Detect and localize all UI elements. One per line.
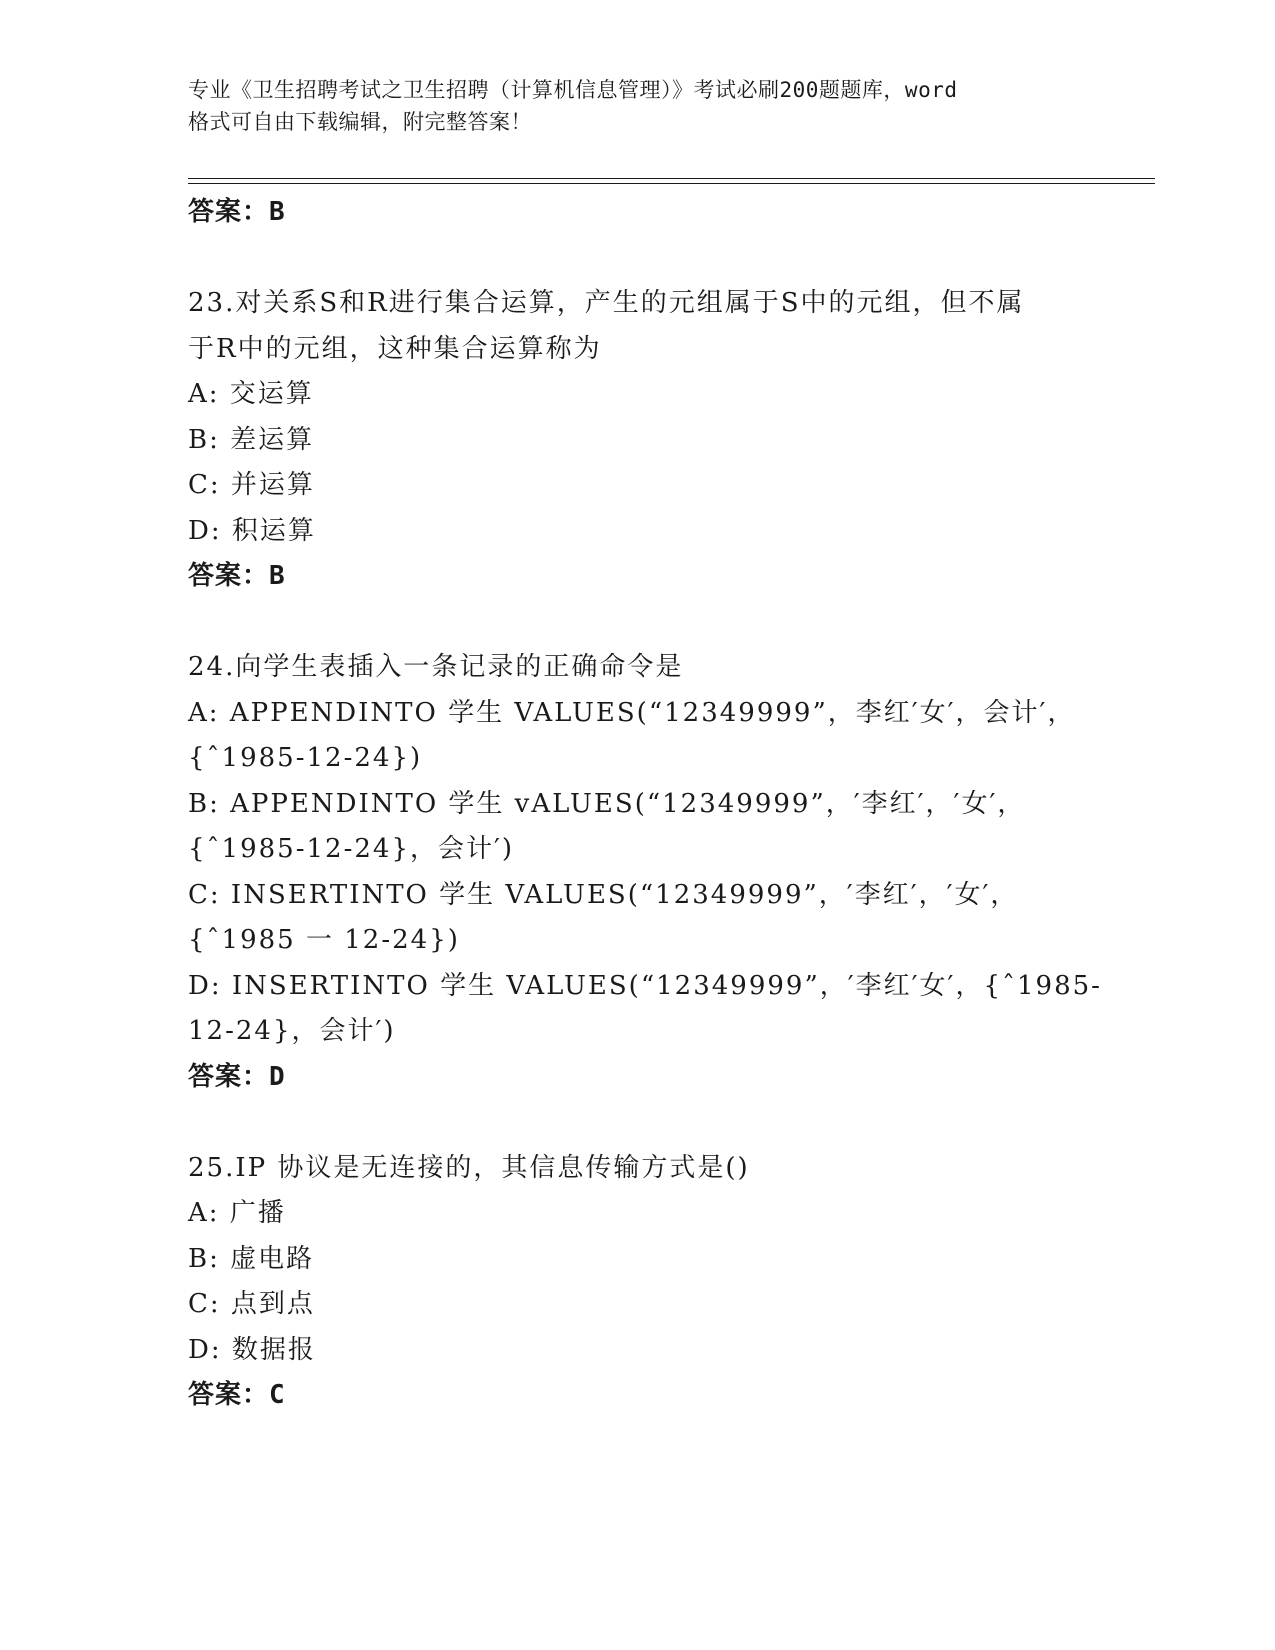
questions-body bbox=[188, 190, 1102, 1419]
question-stem-line: 24.向学生表插入一条记录的正确命令是 bbox=[188, 652, 684, 682]
option-b: B: 差运算 bbox=[188, 424, 315, 455]
answer: 答案：D bbox=[188, 1061, 286, 1092]
header-rule-top bbox=[188, 178, 1155, 179]
option-c-continued: {ˆ1985 一 12-24}) bbox=[188, 925, 460, 955]
header-line-2: 格式可自由下载编辑，附完整答案！ bbox=[188, 110, 532, 134]
option-a: A: 广播 bbox=[188, 1198, 286, 1228]
spacer bbox=[188, 236, 1088, 282]
answer: 答案：B bbox=[188, 561, 286, 591]
option-a: A: APPENDINTO 学生 VALUES(“12349999”，李红′女′，会计′， bbox=[188, 697, 1076, 728]
option-c: C: 并运算 bbox=[188, 470, 315, 500]
question-stem-line: 于R中的元组，这种集合运算称为 bbox=[188, 333, 602, 364]
option-c: C: INSERTINTO 学生 VALUES(“12349999”，′李红′，′女′， bbox=[188, 879, 1019, 910]
option-d: D: 积运算 bbox=[188, 515, 316, 546]
question-25 bbox=[188, 1146, 1088, 1419]
previous-answer: 答案：B bbox=[188, 197, 286, 227]
answer: 答案：C bbox=[188, 1380, 286, 1410]
option-b: B: 虚电路 bbox=[188, 1243, 315, 1274]
option-c: C: 点到点 bbox=[188, 1289, 315, 1319]
spacer bbox=[188, 1100, 1088, 1146]
header-rule-bottom bbox=[188, 183, 1155, 184]
spacer bbox=[188, 600, 1088, 646]
option-a-continued: {ˆ1985-12-24}) bbox=[188, 743, 423, 773]
option-b-continued: {ˆ1985-12-24}，会计′) bbox=[188, 834, 515, 864]
question-stem-line: 23.对关系S和R进行集合运算，产生的元组属于S中的元组，但不属 bbox=[188, 288, 1025, 318]
question-24 bbox=[188, 645, 1102, 1100]
option-b: B: APPENDINTO 学生 vALUES(“12349999”，′李红′，′女′， bbox=[188, 788, 1026, 819]
question-stem-line: 25.IP 协议是无连接的，其信息传输方式是() bbox=[188, 1152, 750, 1183]
question-23 bbox=[188, 281, 1088, 600]
option-d: D: 数据报 bbox=[188, 1334, 316, 1365]
option-d: D: INSERTINTO 学生 VALUES(“12349999”，′李红′女′，{ˆ1985- bbox=[188, 970, 1102, 1001]
document-header bbox=[188, 74, 1088, 138]
option-d-continued: 12-24}，会计′) bbox=[188, 1016, 396, 1046]
header-line-1: 专业《卫生招聘考试之卫生招聘（计算机信息管理）》考试必刷200题题库，word bbox=[188, 78, 958, 102]
option-a: A: 交运算 bbox=[188, 379, 314, 409]
